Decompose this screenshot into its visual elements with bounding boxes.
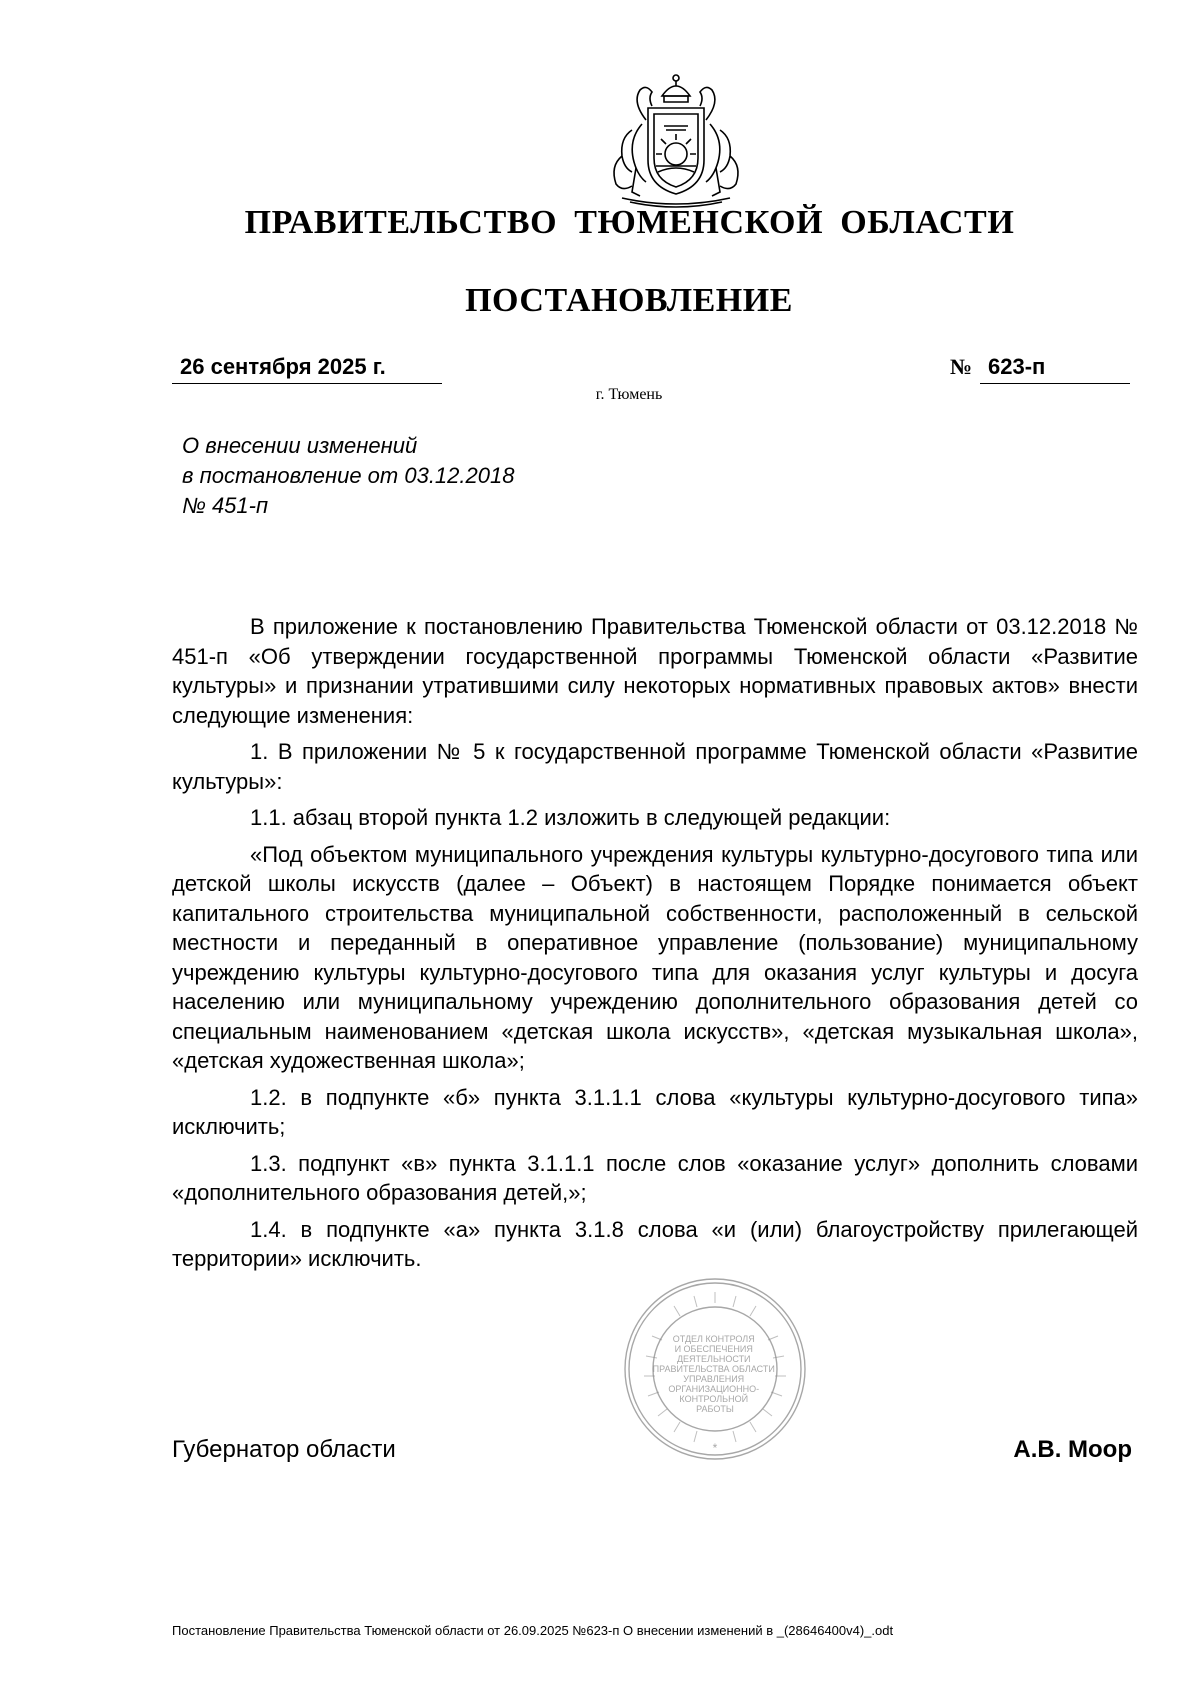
organization-title: ПРАВИТЕЛЬСТВО ТЮМЕНСКОЙ ОБЛАСТИ <box>244 204 1015 241</box>
body-paragraph-item-1: 1. В приложении № 5 к государственной программе Тюменской области «Развитие культуры»: <box>172 739 1138 794</box>
subject-line-2: в постановление от 03.12.2018 <box>182 463 515 488</box>
body-paragraph-item-1-2: 1.2. в подпункте «б» пункта 3.1.1.1 слова «культуры культурно-досугового типа» исключить; <box>172 1084 1138 1139</box>
document-subject <box>182 431 514 521</box>
city-line: г. Тюмень <box>595 386 663 403</box>
document-body <box>172 612 1138 1281</box>
subject-line-3: № 451-п <box>182 493 269 518</box>
body-paragraph-item-1-4: 1.4. в подпункте «а» пункта 3.1.8 слова «и (или) благоустройству прилегающей территории» исключить. <box>172 1216 1138 1271</box>
body-paragraph-item-1-1: 1.1. абзац второй пункта 1.2 изложить в следующей редакции: <box>250 805 891 830</box>
subject-line-1: О внесении изменений <box>182 433 418 458</box>
document-footer: Постановление Правительства Тюменской области от 26.09.2025 №623-п О внесении изменений в _(28646400v4)_.odt <box>172 1623 894 1638</box>
body-paragraph-item-1-3: 1.3. подпункт «в» пункта 3.1.1.1 после слов «оказание услуг» дополнить словами «дополнительного образования детей,»; <box>172 1150 1138 1205</box>
signatory-name: А.В. Моор <box>1013 1436 1132 1463</box>
number-label: № <box>950 354 973 379</box>
document-type-heading: ПОСТАНОВЛЕНИЕ <box>465 282 793 319</box>
document-number: 623-п <box>980 354 1130 384</box>
official-stamp <box>622 1276 808 1462</box>
coat-of-arms-emblem <box>592 68 760 210</box>
svg-text:ОТДЕЛ КОНТРОЛЯ И ОБЕСП: ОТДЕЛ КОНТРОЛЯ И ОБЕСПЕЧЕНИЯ ДЕЯТЕЛЬНОСТИ ПРАВИТЕЛЬСТВА ОБЛАСТИ УПРАВЛЕНИЯ ОРГАНИЗАЦИОННО- КОНТРОЛЬНОЙ РАБОТЫ <box>652 1334 775 1414</box>
body-paragraph-quote: «Под объектом муниципального учреждения культуры культурно-досугового типа или детской школы искусств (далее – Объект) в настоящем Порядке понимается объект капитального строительства муниципальной собственности, расположенный в сельской местности и переданный в оперативное управление (пользование) муниципальному учреждению культуры культурно-досугового типа для оказания услуг культуры и досуга населению или муниципальному учреждению дополнительного образования детей со специальным наименованием «детская школа искусств», «детская музыкальная школа», «детская художественная школа»; <box>172 841 1138 1073</box>
body-paragraph-intro: В приложение к постановлению Правительства Тюменской области от 03.12.2018 № 451-п «Об утверждении государственной программы Тюменской области «Развитие культуры» и признании утратившими силу некоторых нормативных правовых актов» внести следующие изменения: <box>172 614 1138 728</box>
signatory-position: Губернатор области <box>172 1436 396 1463</box>
svg-text:*: * <box>712 1441 718 1455</box>
document-date: 26 сентября 2025 г. <box>172 354 442 384</box>
